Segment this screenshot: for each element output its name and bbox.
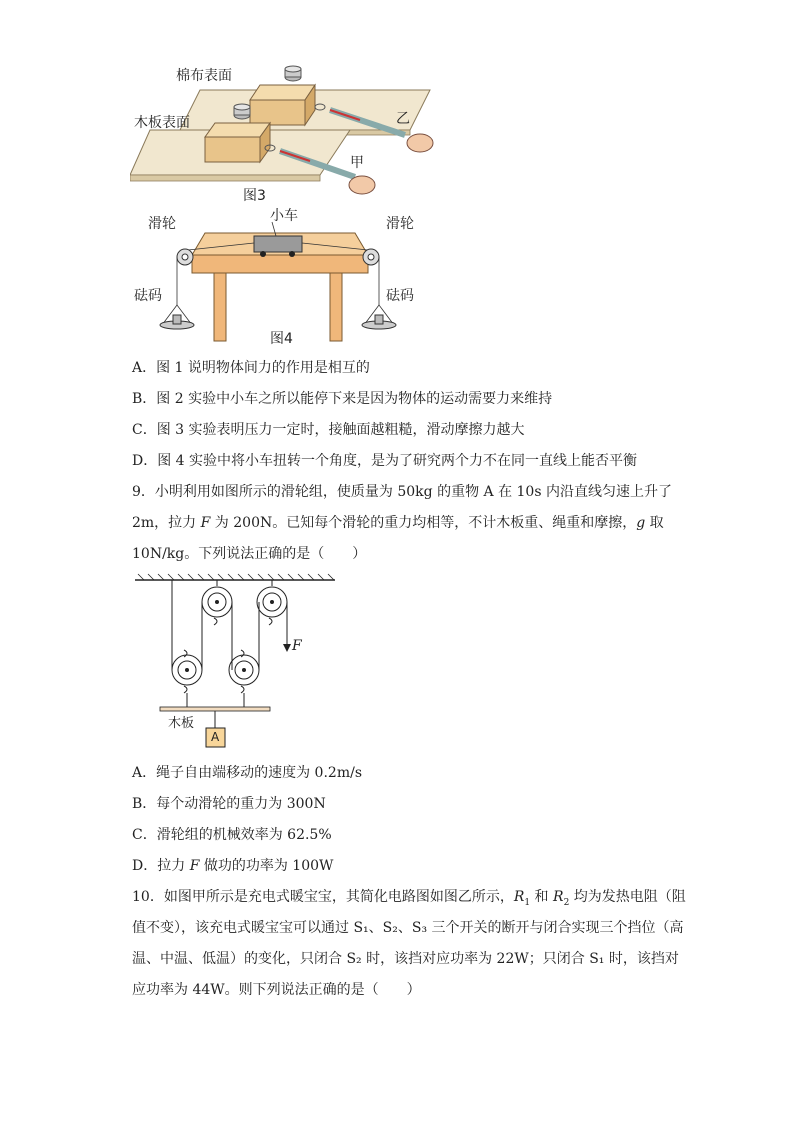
q8-option-c: C．图 3 实验表明压力一定时，接触面越粗糙，滑动摩擦力越大 [132, 422, 525, 438]
q9-text: 取 [645, 515, 664, 531]
q9-option-a: A．绳子自由端移动的速度为 0.2m/s [132, 765, 363, 781]
q9-option-d-text: D．拉力 [132, 858, 190, 874]
q9-option-d [132, 856, 333, 876]
q9-text: 为 200N。已知每个滑轮的重力均相等，不计木板重、绳重和摩擦， [210, 515, 637, 531]
q10-text: 10．如图甲所示是充电式暖宝宝，其简化电路图如图乙所示， [132, 889, 514, 905]
figure-3 [130, 55, 460, 205]
label-board: 木板 [168, 716, 195, 731]
q9-option-b: B．每个动滑轮的重力为 300N [132, 796, 326, 812]
q8-option-b: B．图 2 实验中小车之所以能停下来是因为物体的运动需要力来维持 [132, 391, 553, 407]
var-F: F [200, 515, 211, 531]
label-cotton-surface: 棉布表面 [176, 68, 232, 84]
label-force-F: F [292, 638, 302, 654]
label-jia: 甲 [350, 155, 364, 171]
q10-text: 均为发热电阻（阻 [569, 889, 686, 905]
pulley-system-figure [130, 572, 350, 752]
var-R2: R [553, 889, 564, 905]
q8-option-a: A．图 1 说明物体间力的作用是相互的 [132, 360, 370, 376]
label-weight-left: 砝码 [134, 288, 162, 304]
q10-stem-line-2: 值不变），该充电式暖宝宝可以通过 S₁、S₂、S₃ 三个开关的断开与闭合实现三个挡位（高 [132, 920, 684, 936]
subscript: 2 [563, 897, 570, 908]
label-pulley-right: 滑轮 [386, 216, 414, 232]
q10-stem-line-3: 温、中温、低温）的变化，只闭合 S₂ 时，该挡对应功率为 22W；只闭合 S₁ 时，该挡对 [132, 951, 679, 967]
q9-stem-line-2 [132, 513, 664, 533]
var-g: g [636, 515, 646, 531]
q10-stem-line-1 [132, 887, 686, 913]
label-pulley-left: 滑轮 [148, 216, 176, 232]
subscript: 1 [524, 897, 531, 908]
var-R1: R [513, 889, 525, 905]
q9-option-d-text: 做功的功率为 100W [199, 858, 334, 874]
figure-4 [130, 205, 430, 350]
q9-text: 2m，拉力 [132, 515, 201, 531]
figure-4-caption: 图4 [270, 331, 293, 347]
var-F: F [189, 858, 200, 874]
label-weight-right: 砝码 [386, 288, 414, 304]
q8-option-d: D．图 4 实验中将小车扭转一个角度，是为了研究两个力不在同一直线上能否平衡 [132, 453, 638, 469]
label-block-A: A [211, 730, 220, 744]
q9-option-c: C．滑轮组的机械效率为 62.5% [132, 827, 332, 843]
figure-3-caption: 图3 [243, 188, 266, 204]
label-yi: 乙 [396, 111, 410, 127]
pulley-system-diagram [130, 572, 350, 752]
label-wood-surface: 木板表面 [134, 115, 190, 131]
q9-stem-line-3: 10N/kg。下列说法正确的是（ ） [132, 546, 367, 562]
q10-text: 和 [530, 889, 554, 905]
q9-stem-line-1: 9．小明利用如图所示的滑轮组，使质量为 50kg 的重物 A 在 10s 内沿直线匀速上升了 [132, 484, 672, 500]
q10-stem-line-4: 应功率为 44W。则下列说法正确的是（ ） [132, 982, 421, 998]
label-car: 小车 [270, 208, 298, 224]
